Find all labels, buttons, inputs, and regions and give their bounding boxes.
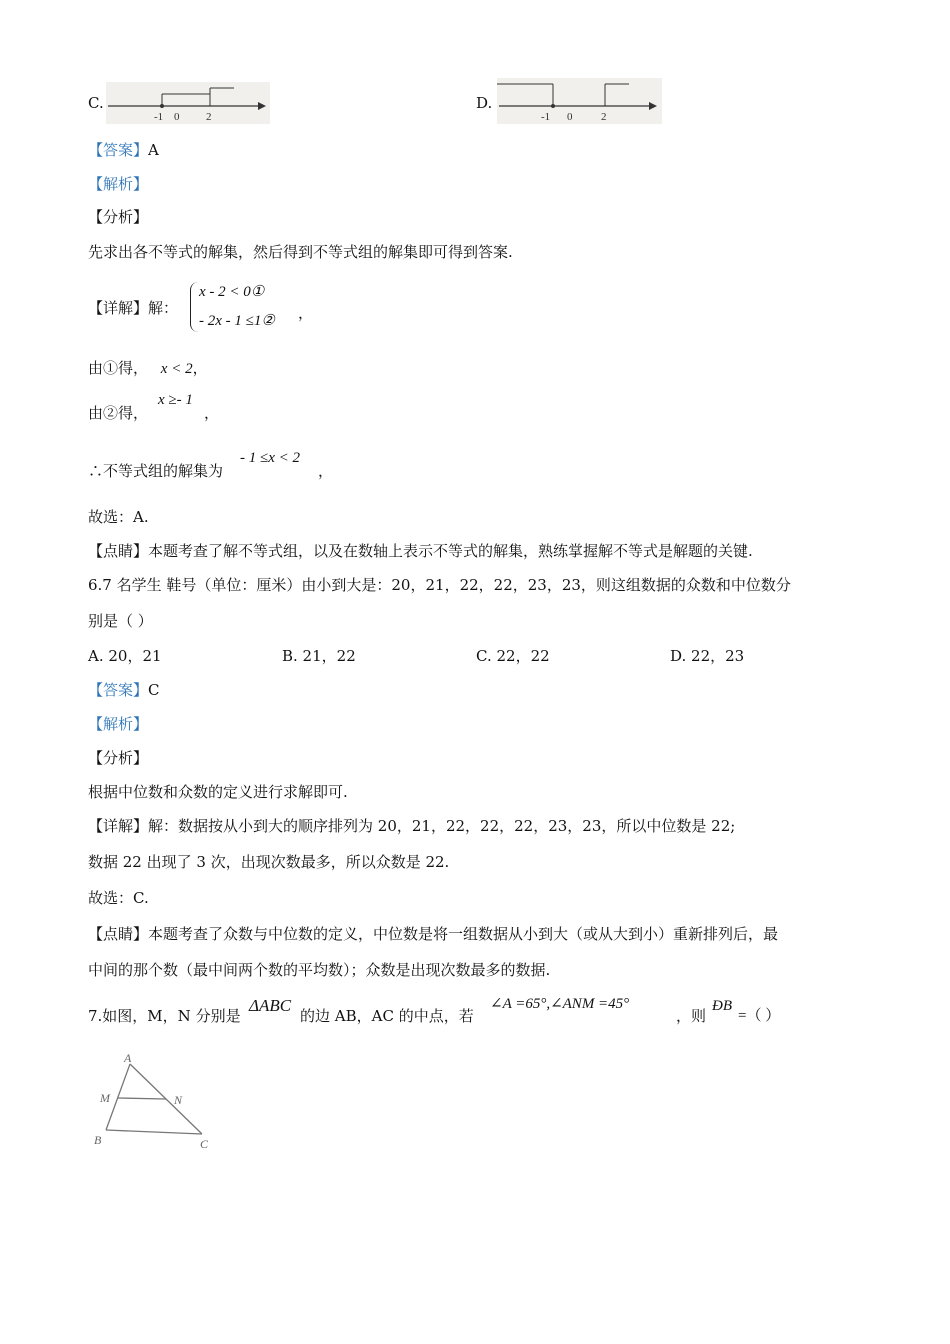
q6-dianjing-line1	[88, 924, 778, 944]
q6-dianjing-line2: 中间的那个数（最中间两个数的平均数）；众数是出现次数最多的数据.	[88, 961, 551, 979]
q6-detail-line1: 【详解】解：数据按从小到大的顺序排列为 20，21，22，22，22，23，23，所以中位数是 22;	[88, 817, 736, 835]
tick-c-0: 0	[174, 111, 180, 123]
number-line-d-graphic	[497, 78, 662, 124]
q5-detail-tag: 【详解】解：	[88, 299, 179, 317]
tick-d-2: 2	[601, 111, 607, 123]
option-c-number-line	[106, 82, 270, 124]
label-a: A	[124, 1051, 132, 1065]
q6-answer-tag: 【答案】	[88, 681, 149, 699]
q5-answer-line	[88, 140, 159, 160]
label-n: N	[174, 1093, 183, 1107]
q5-answer-tag: 【答案】	[88, 141, 149, 159]
q6-option-a: A. 20，21	[88, 647, 162, 665]
option-d-number-line	[497, 78, 662, 124]
q5-res2-comma: ，	[204, 404, 220, 422]
q7-part1: 7.如图，M，N 分别是	[88, 1007, 241, 1025]
q5-fenxi-text: 先求出各不等式的解集，然后得到不等式组的解集即可得到答案.	[88, 243, 513, 261]
triangle-figure	[90, 1048, 220, 1152]
label-c: C	[200, 1137, 209, 1151]
option-c-label: C.	[88, 94, 104, 112]
q5-by1: 由①得，	[88, 359, 149, 377]
q6-option-d: D. 22，23	[670, 647, 745, 665]
inequality-1: x - 2 < 0①	[199, 284, 265, 300]
q5-solution: - 1 ≤x < 2	[240, 450, 301, 466]
option-d-label: D.	[476, 94, 493, 112]
q5-res1: x < 2	[160, 361, 193, 377]
q5-dianjing: 本题考查了解不等式组，以及在数轴上表示不等式的解集，熟练掌握解不等式是解题的关键.	[148, 542, 753, 560]
q6-fenxi-tag: 【分析】	[88, 749, 149, 767]
q5-by1-line	[88, 358, 208, 379]
q5-res2: x ≥- 1	[158, 392, 193, 408]
q5-choose: 故选：A.	[88, 508, 149, 526]
q6-choose: 故选：C.	[88, 889, 149, 907]
tick-d-0: 0	[567, 111, 573, 123]
tick-c-2: 2	[206, 111, 212, 123]
q7-angles: ∠A =65°,∠ANM =45°	[490, 996, 630, 1012]
q7-target-angle: ÐB	[712, 998, 732, 1014]
q5-sol-prefix: ∴不等式组的解集为	[88, 462, 224, 480]
q5-res1-comma: ，	[192, 359, 208, 377]
q6-option-b: B. 21，22	[282, 647, 356, 665]
q5-dianjing-line	[88, 541, 753, 561]
q5-dianjing-tag: 【点睛】	[88, 542, 149, 560]
q7-triangle: ΔABC	[249, 996, 292, 1015]
inequality-2: - 2x - 1 ≤1②	[199, 313, 275, 329]
q7-part2: 的边 AB，AC 的中点，若	[300, 1007, 474, 1025]
q5-system-comma: ，	[298, 304, 314, 322]
tick-c-neg1: -1	[154, 111, 164, 123]
q7-part3: ，则	[676, 1007, 707, 1025]
q6-question-line1: 6.7 名学生 鞋号（单位：厘米）由小到大是：20，21，22，22，23，23，则这组数据的众数和中位数分	[88, 576, 791, 594]
q6-answer-line	[88, 680, 160, 700]
label-b: B	[94, 1133, 102, 1147]
q6-answer: C	[148, 681, 160, 699]
q5-answer: A	[148, 141, 159, 159]
system-brace	[190, 282, 199, 332]
q6-dianjing-tag: 【点睛】	[88, 925, 149, 943]
q5-sol-comma: ，	[318, 462, 334, 480]
q6-option-c: C. 22，22	[476, 647, 550, 665]
q6-fenxi-text: 根据中位数和众数的定义进行求解即可.	[88, 783, 348, 801]
label-m: M	[100, 1091, 110, 1105]
tick-d-neg1: -1	[541, 111, 551, 123]
q5-analysis-tag: 【解析】	[88, 175, 149, 193]
q6-dianjing-text1: 本题考查了众数与中位数的定义，中位数是将一组数据从小到大（或从大到小）重新排列后，最	[148, 925, 779, 943]
q6-question-line2: 别是（ ）	[88, 612, 153, 630]
q7-part4: =（ ）	[738, 1008, 781, 1024]
number-line-c-graphic	[106, 82, 270, 124]
q6-detail-line2: 数据 22 出现了 3 次，出现次数最多，所以众数是 22.	[88, 853, 450, 871]
q5-fenxi-tag: 【分析】	[88, 208, 149, 226]
q6-analysis-tag: 【解析】	[88, 715, 149, 733]
q5-by2: 由②得，	[88, 404, 149, 422]
